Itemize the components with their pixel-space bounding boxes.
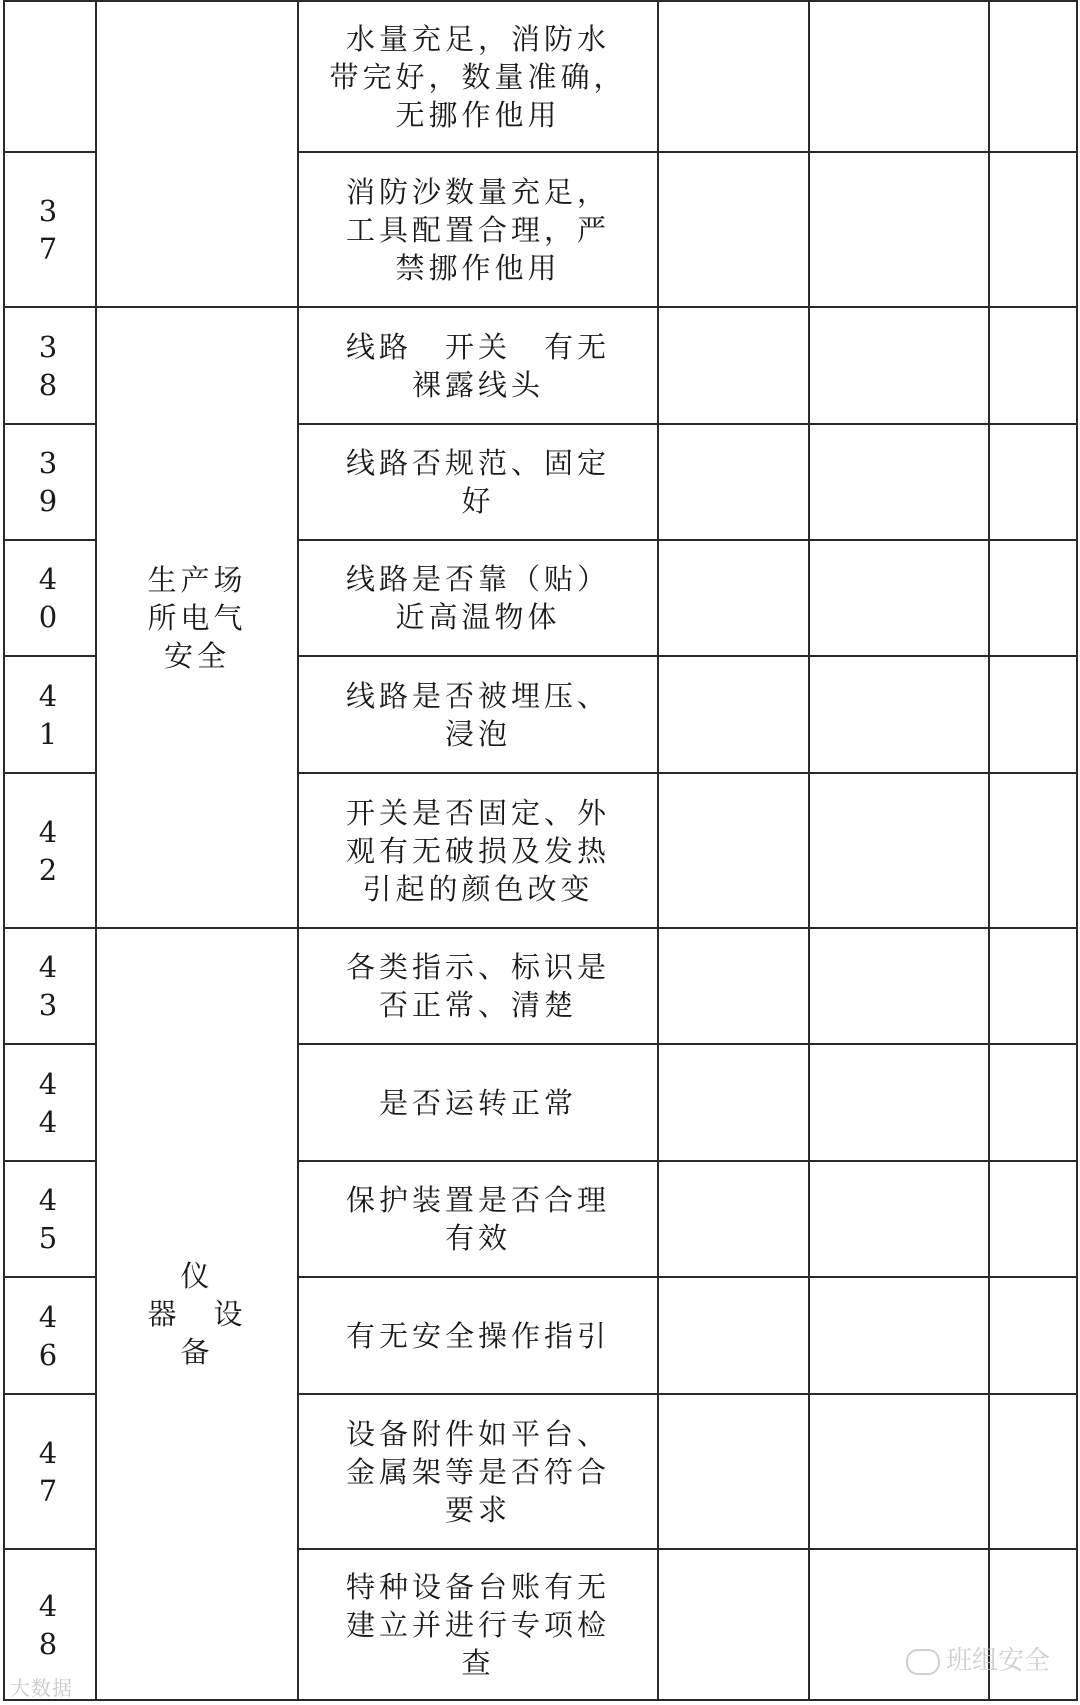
sign-cell	[989, 1277, 1077, 1394]
sign-cell	[989, 773, 1077, 928]
check-item: 线路否规范、固定 好	[298, 424, 658, 540]
result-cell	[658, 1, 809, 152]
check-item: 开关是否固定、外 观有无破损及发热 引起的颜色改变	[298, 773, 658, 928]
wechat-icon	[906, 1649, 940, 1675]
check-item: 线路是否靠（贴） 近高温物体	[298, 540, 658, 656]
sign-cell	[989, 307, 1077, 424]
category-cell-electrical: 生产场 所电气 安全	[96, 307, 298, 928]
row-number: 4 3	[4, 928, 96, 1044]
check-item: 水量充足，消防水 带完好，数量准确， 无挪作他用	[298, 1, 658, 152]
row-number: 4 5	[4, 1161, 96, 1277]
watermark-right	[906, 1640, 1050, 1677]
result-cell	[658, 152, 809, 307]
sign-cell	[989, 1394, 1077, 1549]
result-cell	[658, 424, 809, 540]
row-number: 3 8	[4, 307, 96, 424]
remark-cell	[809, 1, 989, 152]
row-number: 4 4	[4, 1044, 96, 1161]
result-cell	[658, 1394, 809, 1549]
sign-cell	[989, 1, 1077, 152]
sign-cell	[989, 1044, 1077, 1161]
remark-cell	[809, 307, 989, 424]
row-number: 4 7	[4, 1394, 96, 1549]
category-cell-fire	[96, 1, 298, 307]
watermark-left: 大数据	[10, 1676, 73, 1700]
sign-cell	[989, 1161, 1077, 1277]
remark-cell	[809, 152, 989, 307]
sign-cell	[989, 424, 1077, 540]
result-cell	[658, 1549, 809, 1700]
remark-cell	[809, 424, 989, 540]
row-number: 4 0	[4, 540, 96, 656]
remark-cell	[809, 1161, 989, 1277]
remark-cell	[809, 1394, 989, 1549]
table-row	[4, 307, 1077, 424]
remark-cell	[809, 540, 989, 656]
category-cell-equipment: 仪 器 设 备	[96, 928, 298, 1700]
check-item: 线路 开关 有无 裸露线头	[298, 307, 658, 424]
row-number	[4, 1, 96, 152]
check-item: 有无安全操作指引	[298, 1277, 658, 1394]
row-number: 3 9	[4, 424, 96, 540]
check-item: 设备附件如平台、 金属架等是否符合 要求	[298, 1394, 658, 1549]
result-cell	[658, 540, 809, 656]
row-number: 4 6	[4, 1277, 96, 1394]
result-cell	[658, 1277, 809, 1394]
table-row	[4, 928, 1077, 1044]
remark-cell	[809, 928, 989, 1044]
result-cell	[658, 1161, 809, 1277]
sign-cell	[989, 656, 1077, 773]
check-item: 特种设备台账有无 建立并进行专项检 查	[298, 1549, 658, 1700]
safety-checklist-table	[3, 0, 1078, 1701]
row-number: 4 2	[4, 773, 96, 928]
sign-cell	[989, 540, 1077, 656]
sign-cell	[989, 928, 1077, 1044]
remark-cell	[809, 1549, 989, 1700]
row-number: 4 8	[4, 1549, 96, 1700]
remark-cell	[809, 1277, 989, 1394]
result-cell	[658, 773, 809, 928]
row-number: 3 7	[4, 152, 96, 307]
result-cell	[658, 307, 809, 424]
remark-cell	[809, 656, 989, 773]
watermark-right-text: 班组安全	[945, 1646, 1050, 1676]
result-cell	[658, 928, 809, 1044]
check-item: 是否运转正常	[298, 1044, 658, 1161]
row-number: 4 1	[4, 656, 96, 773]
check-item: 消防沙数量充足， 工具配置合理，严 禁挪作他用	[298, 152, 658, 307]
check-item: 线路是否被埋压、 浸泡	[298, 656, 658, 773]
check-item: 各类指示、标识是 否正常、清楚	[298, 928, 658, 1044]
check-item: 保护装置是否合理 有效	[298, 1161, 658, 1277]
remark-cell	[809, 1044, 989, 1161]
sign-cell	[989, 1549, 1077, 1700]
table-row	[4, 1, 1077, 152]
sign-cell	[989, 152, 1077, 307]
result-cell	[658, 656, 809, 773]
result-cell	[658, 1044, 809, 1161]
remark-cell	[809, 773, 989, 928]
